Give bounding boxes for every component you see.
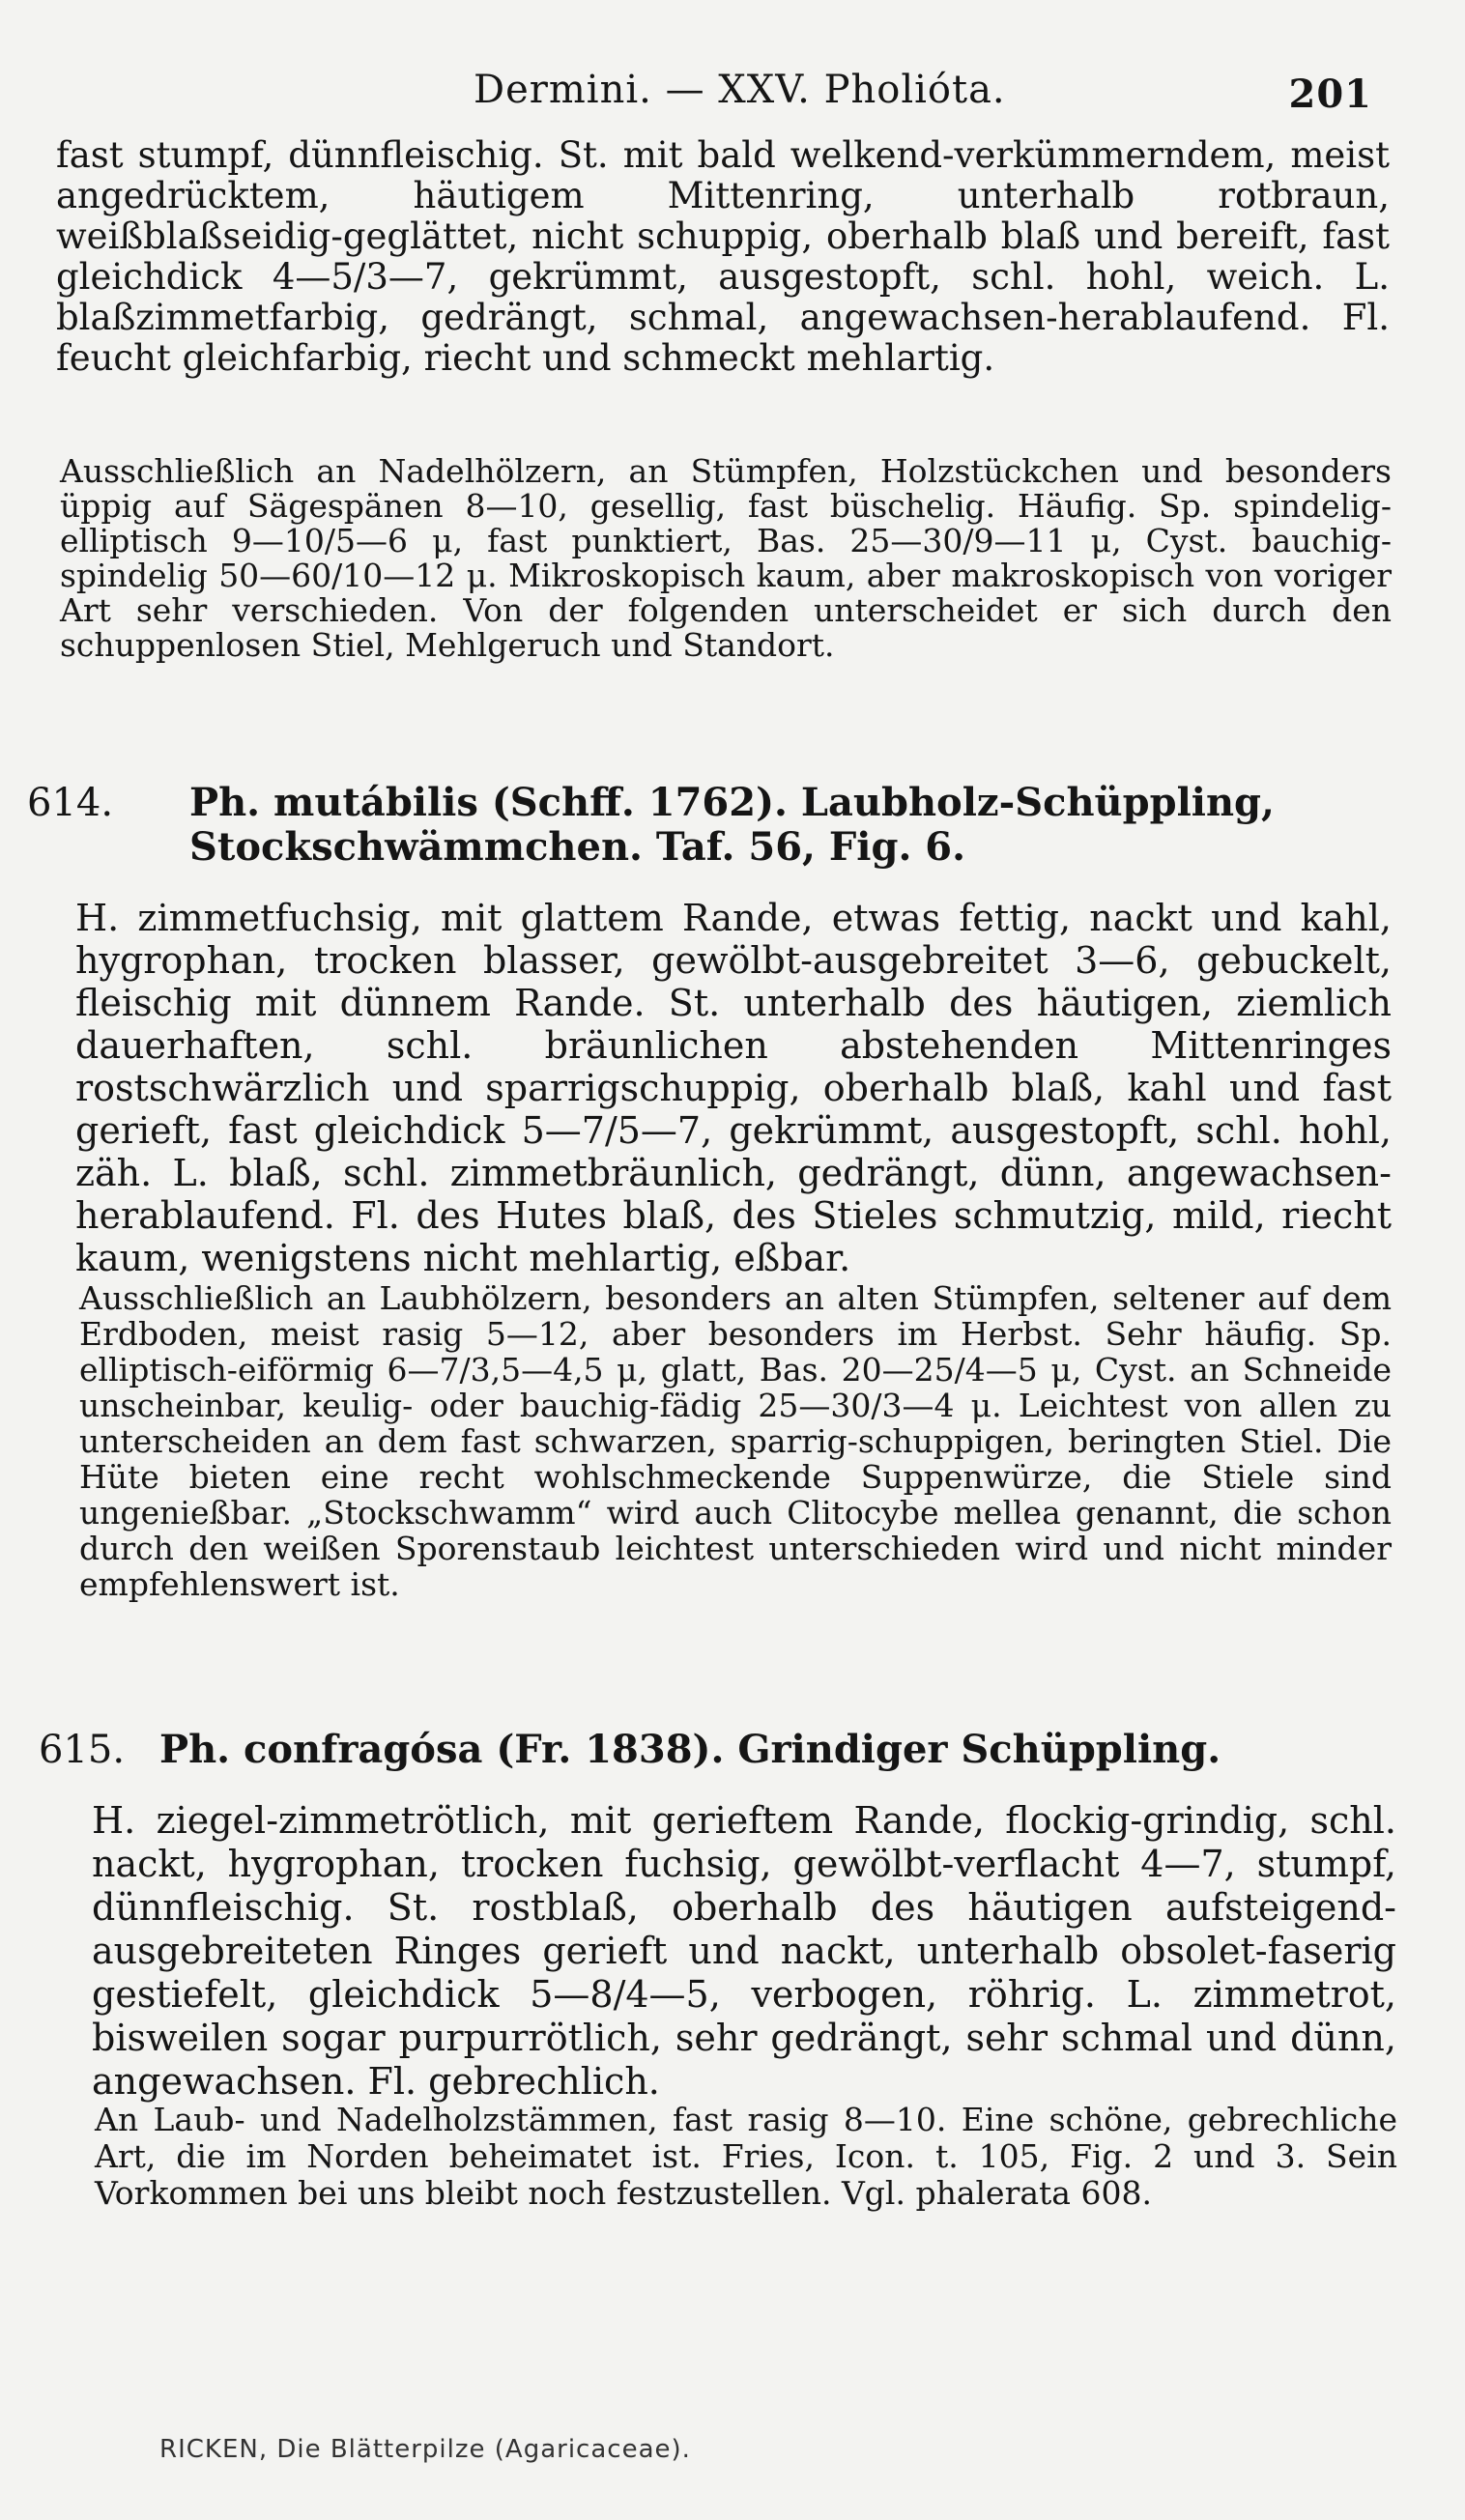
running-title: Dermini. — XXV. Pholióta. bbox=[474, 68, 1006, 112]
species-heading: Ph. mutábilis (Schff. 1762). Laubholz-Schüppling, Stockschwämmchen. Taf. 56, Fig. 6. bbox=[189, 780, 1275, 870]
entry-615-notes: An Laub- und Nadelholzstämmen, fast rasig 8—10. Eine schöne, gebrechliche Art, die im Norden beheimatet ist. Fries, Icon. t. 105, Fig. 2 und 3. Sein Vorkommen bei uns bleibt noch festzustellen. Vgl. phalerata 608. bbox=[95, 2101, 1397, 2212]
entry-615-description: H. ziegel-zimmetrötlich, mit gerieftem Rande, flockig-grindig, schl. nackt, hygrophan, trocken fuchsig, gewölbt-verflacht 4—7, stumpf, dünnfleischig. St. rostblaß, oberhalb des häutigen aufsteigend-ausgebreiteten Ringes gerieft und nackt, unterhalb obsolet-faserig gestiefelt, gleichdick 5—8/4—5, verbogen, röhrig. L. zimmetrot, bisweilen sogar purpurrötlich, sehr gedrängt, sehr schmal und dünn, angewachsen. Fl. gebrechlich. bbox=[92, 1799, 1396, 2103]
entry-number: 614. bbox=[27, 781, 114, 825]
habitat-paragraph: Ausschließlich an Nadelhölzern, an Stümpfen, Holzstückchen und besonders üppig auf Sägespänen 8—10, gesellig, fast büschelig. Häufig. Sp. spindelig-elliptisch 9—10/5—6 μ, fast punktiert, Bas. 25—30/9—11 μ, Cyst. bauchig-spindelig 50—60/10—12 μ. Mikroskopisch kaum, aber makroskopisch von voriger Art sehr verschieden. Von der folgenden unterscheidet er sich durch den schuppenlosen Stiel, Mehlgeruch und Standort. bbox=[60, 452, 1392, 664]
page-number: 201 bbox=[1288, 72, 1372, 117]
entry-615-heading bbox=[39, 1728, 1392, 1786]
entry-614-description: H. zimmetfuchsig, mit glattem Rande, etwas fettig, nackt und kahl, hygrophan, trocken blasser, gewölbt-ausgebreitet 3—6, gebuckelt, fleischig mit dünnem Rande. St. unterhalb des häutigen, ziemlich dauerhaften, schl. bräunlichen abstehenden Mittenringes rostschwärzlich und sparrigschuppig, oberhalb blaß, kahl und fast gerieft, fast gleichdick 5—7/5—7, gekrümmt, ausgestopft, schl. hohl, zäh. L. blaß, schl. zimmetbräunlich, gedrängt, dünn, angewachsen-herablaufend. Fl. des Hutes blaß, des Stieles schmutzig, mild, riecht kaum, wenigstens nicht mehlartig, eßbar. bbox=[75, 897, 1392, 1279]
entry-614-notes: Ausschließlich an Laubhölzern, besonders an alten Stümpfen, seltener auf dem Erdboden, meist rasig 5—12, aber besonders im Herbst. Sehr häufig. Sp. elliptisch-eiförmig 6—7/3,5—4,5 μ, glatt, Bas. 20—25/4—5 μ, Cyst. an Schneide unscheinbar, keulig- oder bauchig-fädig 25—30/3—4 μ. Leichtest von allen zu unterscheiden an dem fast schwarzen, sparrig-schuppigen, beringten Stiel. Die Hüte bieten eine recht wohlschmeckende Suppenwürze, die Stiele sind ungenießbar. „Stockschwamm“ wird auch Clitocybe mellea genannt, die schon durch den weißen Sporenstaub leichtest unterschieden wird und nicht minder empfehlenswert ist. bbox=[79, 1279, 1392, 1603]
page-footer: RICKEN, Die Blätterpilze (Agaricaceae). bbox=[159, 2435, 691, 2464]
page-header bbox=[454, 60, 1401, 118]
species-heading: Ph. confragósa (Fr. 1838). Grindiger Schüppling. bbox=[159, 1727, 1221, 1772]
continuation-paragraph: fast stumpf, dünnfleischig. St. mit bald welkend-verkümmerndem, meist angedrücktem, häutigem Mittenring, unterhalb rotbraun, weißblaßseidig-geglättet, nicht schuppig, oberhalb blaß und bereift, fast gleichdick 4—5/3—7, gekrümmt, ausgestopft, schl. hohl, weich. L. blaßzimmetfarbig, gedrängt, schmal, angewachsen-herablaufend. Fl. feucht gleichfarbig, riecht und schmeckt mehlartig. bbox=[56, 134, 1390, 379]
entry-number: 615. bbox=[39, 1728, 126, 1772]
entry-614-heading bbox=[27, 781, 1399, 877]
